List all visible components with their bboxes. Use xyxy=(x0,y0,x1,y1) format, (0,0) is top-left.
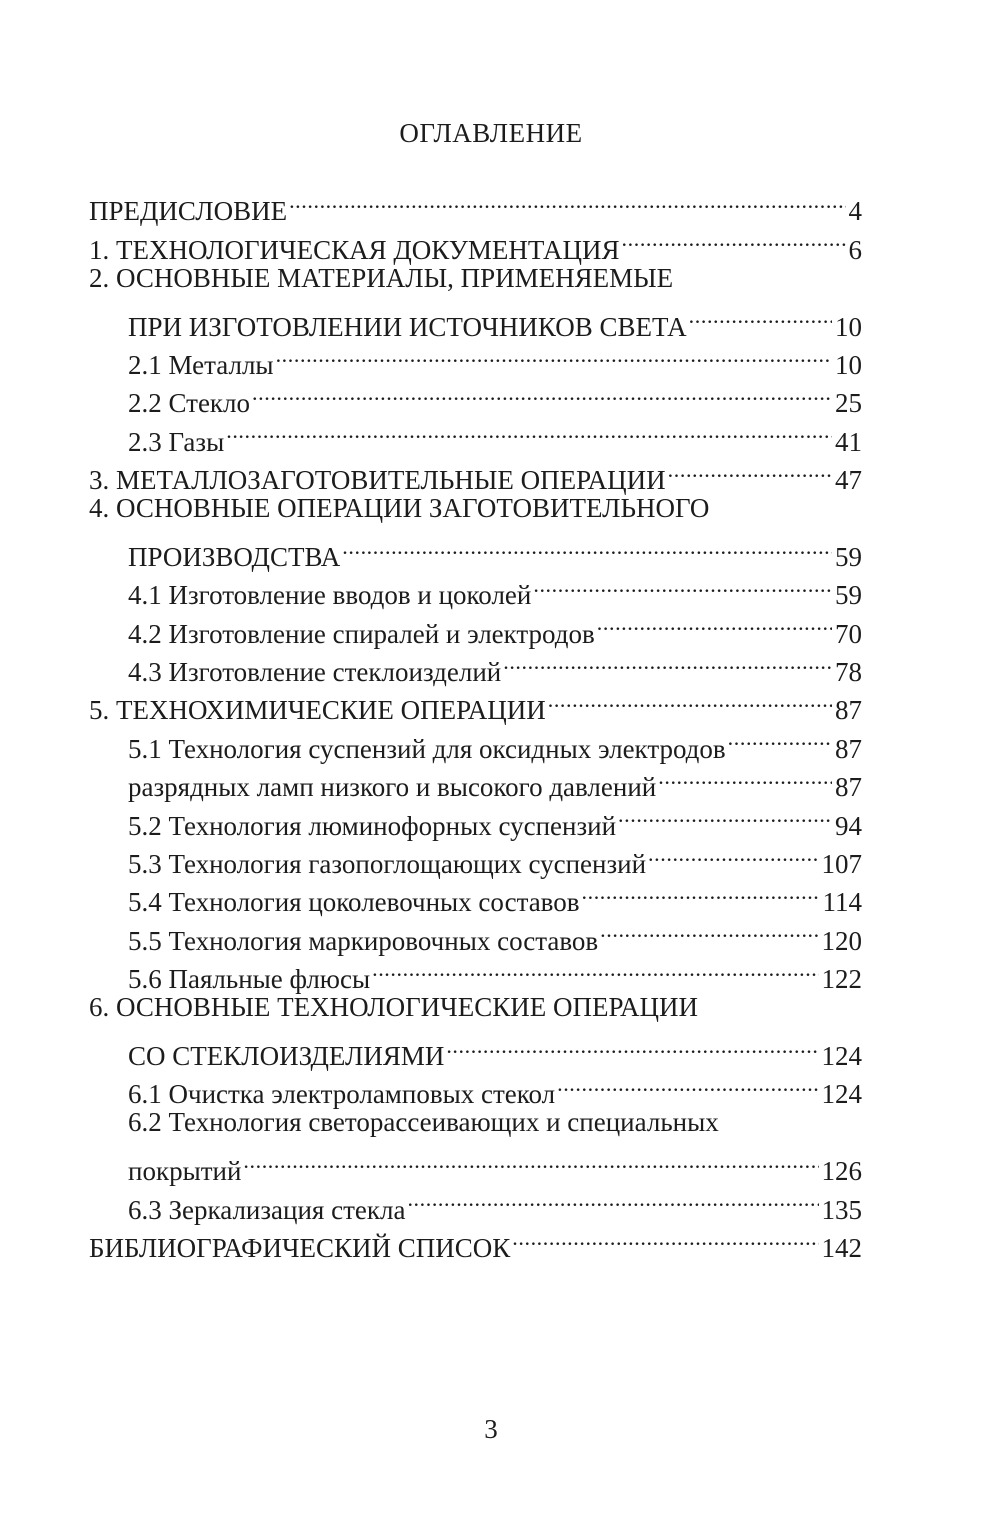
toc-entry-label: СО СТЕКЛОИЗДЕЛИЯМИ xyxy=(128,1040,445,1071)
toc-entry-page: 120 xyxy=(821,925,862,956)
toc-dot-leader xyxy=(444,1027,818,1065)
toc-entry-page: 126 xyxy=(821,1156,862,1187)
toc-dot-leader xyxy=(598,911,818,949)
toc-entry-label: 1. ТЕХНОЛОГИЧЕСКАЯ ДОКУМЕНТАЦИЯ xyxy=(89,234,620,265)
toc-entry-label: 4.1 Изготовление вводов и цоколей xyxy=(128,580,532,611)
toc-dot-leader xyxy=(666,451,832,489)
toc-entry-page: 94 xyxy=(835,810,862,841)
toc-entry-page: 78 xyxy=(835,657,862,688)
toc-dot-leader xyxy=(287,182,845,220)
toc-entry xyxy=(89,528,862,572)
toc-dot-leader xyxy=(340,528,832,566)
toc-entry-label: 4.3 Изготовление стеклоизделий xyxy=(128,657,502,688)
toc-dot-leader xyxy=(656,758,832,796)
toc-entry-page: 124 xyxy=(821,1079,862,1110)
toc-dot-leader xyxy=(555,1065,818,1103)
toc-entry-label: 4.2 Изготовление спиралей и электродов xyxy=(128,618,595,649)
page-title: ОГЛАВЛЕНИЕ xyxy=(399,118,583,148)
toc-dot-leader xyxy=(546,681,832,719)
toc-entry-label: покрытий xyxy=(128,1156,242,1187)
toc-dot-leader xyxy=(580,873,820,911)
toc-entry-label: 6.3 Зеркализация стекла xyxy=(128,1194,406,1225)
toc-entry-page: 87 xyxy=(835,733,862,764)
toc-dot-leader xyxy=(501,643,832,681)
toc-entry-label: 3. МЕТАЛЛОЗАГОТОВИТЕЛЬНЫЕ ОПЕРАЦИИ xyxy=(89,465,666,496)
toc-entry-label: 6.2 Технология светорассеивающих и специальных xyxy=(128,1107,719,1138)
toc-entry-page: 122 xyxy=(821,964,862,995)
toc-entry xyxy=(89,259,862,297)
toc-entry-label: 2.1 Металлы xyxy=(128,349,274,380)
toc-entry-label: 5. ТЕХНОХИМИЧЕСКИЕ ОПЕРАЦИИ xyxy=(89,695,546,726)
toc-entry-label: 2.3 Газы xyxy=(128,426,225,457)
toc-entry-page: 25 xyxy=(835,388,862,419)
table-of-contents xyxy=(89,182,862,1263)
toc-entry-label: 4. ОСНОВНЫЕ ОПЕРАЦИИ ЗАГОТОВИТЕЛЬНОГО xyxy=(89,493,710,524)
toc-entry-label: 5.6 Паяльные флюсы xyxy=(128,964,371,995)
toc-entry-label: ПРОИЗВОДСТВА xyxy=(128,541,341,572)
toc-dot-leader xyxy=(687,297,832,335)
toc-entry-page: 114 xyxy=(822,887,862,918)
toc-dot-leader xyxy=(370,950,818,988)
toc-entry xyxy=(89,489,862,527)
toc-entry-page: 47 xyxy=(835,465,862,496)
toc-entry-page: 41 xyxy=(835,426,862,457)
toc-entry-label: 5.2 Технология люминофорных суспензий xyxy=(128,810,617,841)
toc-entry-label: 5.3 Технология газопоглощающих суспензий xyxy=(128,849,647,880)
toc-dot-leader xyxy=(726,719,832,757)
toc-entry-label: 5.1 Технология суспензий для оксидных электродов xyxy=(128,733,726,764)
toc-entry-label: разрядных ламп низкого и высокого давлений xyxy=(128,772,657,803)
toc-entry-label: ПРЕДИСЛОВИЕ xyxy=(89,196,288,227)
toc-entry xyxy=(89,297,862,342)
toc-entry-label: 6.1 Очистка электроламповых стекол xyxy=(128,1079,556,1110)
toc-entry xyxy=(89,1027,862,1071)
toc-dot-leader xyxy=(405,1180,818,1218)
toc-dot-leader xyxy=(616,796,832,834)
toc-entry-page: 87 xyxy=(835,772,862,803)
toc-dot-leader xyxy=(274,336,832,374)
toc-entry-label: 2. ОСНОВНЫЕ МАТЕРИАЛЫ, ПРИМЕНЯЕМЫЕ xyxy=(89,262,674,293)
toc-dot-leader xyxy=(595,604,832,642)
toc-entry-label: 2.2 Стекло xyxy=(128,388,251,419)
page-number: 3 xyxy=(484,1414,498,1444)
toc-entry-page: 70 xyxy=(835,618,862,649)
toc-entry-label: ПРИ ИЗГОТОВЛЕНИИ ИСТОЧНИКОВ СВЕТА xyxy=(128,311,687,342)
toc-entry xyxy=(89,1142,862,1187)
toc-dot-leader xyxy=(620,220,846,258)
toc-entry-label: БИБЛИОГРАФИЧЕСКИЙ СПИСОК xyxy=(89,1232,511,1263)
toc-entry-label: 5.5 Технология маркировочных составов xyxy=(128,925,599,956)
toc-entry-page: 4 xyxy=(848,196,862,227)
toc-entry-label: 5.4 Технология цоколевочных составов xyxy=(128,887,580,918)
toc-dot-leader xyxy=(224,412,832,450)
toc-dot-leader xyxy=(646,835,818,873)
toc-entry-page: 135 xyxy=(821,1194,862,1225)
toc-entry-page: 59 xyxy=(835,541,862,572)
toc-entry-page: 107 xyxy=(821,849,862,880)
toc-entry-page: 6 xyxy=(848,234,862,265)
toc-dot-leader xyxy=(250,374,832,412)
toc-entry-label: 6. ОСНОВНЫЕ ТЕХНОЛОГИЧЕСКИЕ ОПЕРАЦИИ xyxy=(89,992,699,1023)
toc-dot-leader xyxy=(510,1219,818,1257)
toc-dot-leader xyxy=(241,1142,818,1180)
toc-entry xyxy=(89,182,862,227)
toc-entry-page: 59 xyxy=(835,580,862,611)
toc-entry-page: 10 xyxy=(835,349,862,380)
toc-entry-page: 10 xyxy=(835,311,862,342)
toc-entry xyxy=(89,988,862,1026)
toc-entry xyxy=(89,1103,862,1141)
toc-entry-page: 87 xyxy=(835,695,862,726)
toc-entry-page: 124 xyxy=(821,1040,862,1071)
toc-entry-page: 142 xyxy=(821,1232,862,1263)
toc-dot-leader xyxy=(531,566,832,604)
